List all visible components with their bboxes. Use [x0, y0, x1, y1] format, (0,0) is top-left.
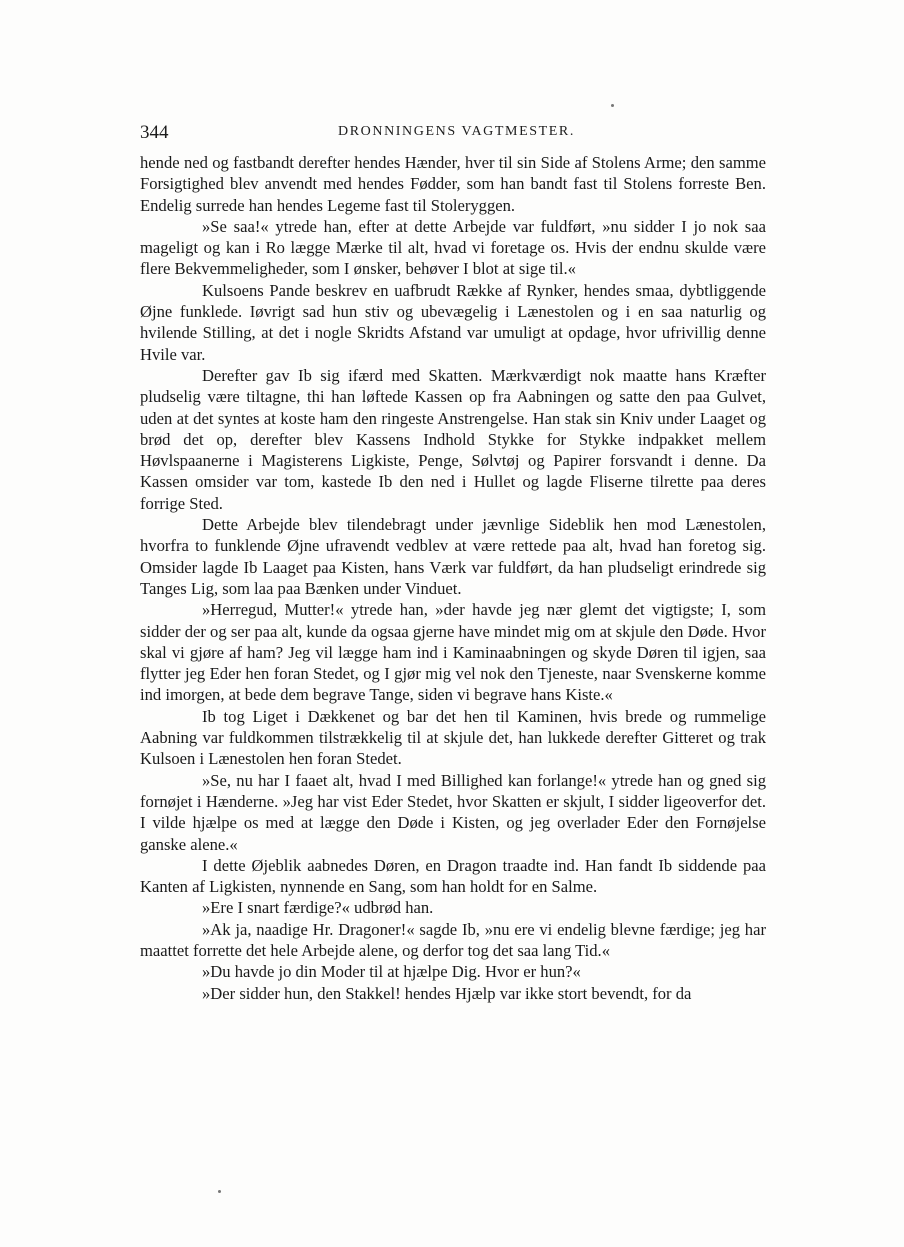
paragraph: »Du havde jo din Moder til at hjælpe Dig. Hvor er hun?«	[202, 962, 581, 982]
paragraph: »Se, nu har I faaet alt, hvad I med Billighed kan forlange!« ytrede han og gned sig fornøjet i Hænderne. »Jeg har vist Eder Stedet, hvor Skatten er skjult, I sidder ligeoverfor det. I vilde hjælpe os med at lægge den Døde i Kisten, og jeg overlader Eder den Fornøjelse ganske alene.«	[140, 770, 766, 854]
paragraph: »Se saa!« ytrede han, efter at dette Arbejde var fuldført, »nu sidder I jo nok saa mageligt og kan i Ro lægge Mærke til alt, hvad vi foretage os. Hvis der endnu skulde være flere Bekvemmeligheder, som I ønsker, behøver I blot at sige til.«	[140, 216, 766, 279]
page-number: 344	[140, 122, 169, 143]
paper-speck	[611, 104, 614, 107]
paragraph: »Herregud, Mutter!« ytrede han, »der havde jeg nær glemt det vigtigste; I, som sidder der og ser paa alt, kunde da ogsaa gjerne have mindet mig om at skjule den Døde. Hvor skal vi gjøre af ham? Jeg vil lægge ham ind i Kaminaabningen og skyde Døren til igjen, saa flytter jeg Eder hen foran Stedet, og I gjør mig vel nok den Tjeneste, naar Svenskerne komme ind imorgen, at bede dem begrave Tange, siden vi begrave hans Kiste.«	[140, 600, 766, 705]
paragraph: I dette Øjeblik aabnedes Døren, en Dragon traadte ind. Han fandt Ib siddende paa Kanten af Ligkisten, nynnende en Sang, som han holdt for en Salme.	[140, 855, 766, 897]
paragraph: »Der sidder hun, den Stakkel! hendes Hjælp var ikke stort bevendt, for da	[202, 983, 692, 1003]
paragraph: Dette Arbejde blev tilendebragt under jævnlige Sideblik hen mod Lænestolen, hvorfra to funklende Øjne ufravendt vedblev at være rettede paa alt, hvad han foretog sig. Omsider lagde Ib Laaget paa Kisten, hans Værk var fuldført, da han pludseligt erindrede sig Tanges Lig, som laa paa Bænken under Vinduet.	[140, 515, 766, 598]
paragraph: hende ned og fastbandt derefter hendes Hænder, hver til sin Side af Stolens Arme; den samme Forsigtighed blev anvendt med hendes Fødder, som han bandt fast til Stolens forreste Ben. Endelig surrede han hendes Legeme fast til Stoleryggen.	[140, 153, 766, 215]
paragraph: Derefter gav Ib sig ifærd med Skatten. Mærkværdigt nok maatte hans Kræfter pludselig være tiltagne, thi han løftede Kassen op fra Aabningen og satte den paa Gulvet, uden at det syntes at koste ham den ringeste Anstrengelse. Han stak sin Kniv under Laaget og brød det op, derefter blev Kassens Indhold Stykke for Stykke indpakket mellem Høvlspaanerne i Magisterens Ligkiste, Penge, Sølvtøj og Papirer forsvandt i denne. Da Kassen omsider var tom, kastede Ib den ned i Hullet og lagde Fliserne tilrette paa deres forrige Sted.	[140, 365, 766, 513]
paragraph: Kulsoens Pande beskrev en uafbrudt Række af Rynker, hendes smaa, dybtliggende Øjne funklede. Iøvrigt sad hun stiv og ubevægelig i Lænestolen og i en saa naturlig og hvilende Stilling, at det i nogle Skridts Afstand var umuligt at opdage, hvor ufrivillig denne Hvile var.	[140, 280, 766, 364]
body-text	[140, 152, 766, 1004]
running-title: DRONNINGENS VAGTMESTER.	[338, 124, 575, 139]
paragraph: Ib tog Liget i Dækkenet og bar det hen til Kaminen, hvis brede og rummelige Aabning var fuldkommen tilstrækkelig til at skjule det, han lukkede derefter Gitteret og trak Kulsoen i Lænestolen hen foran Stedet.	[140, 706, 766, 769]
paragraph: »Ak ja, naadige Hr. Dragoner!« sagde Ib, »nu ere vi endelig blevne færdige; jeg har maattet forrette det hele Arbejde alene, og derfor tog det saa lang Tid.«	[140, 919, 766, 960]
paper-speck	[218, 1190, 221, 1193]
paragraph: »Ere I snart færdige?« udbrød han.	[202, 898, 434, 918]
page-header	[140, 120, 766, 146]
